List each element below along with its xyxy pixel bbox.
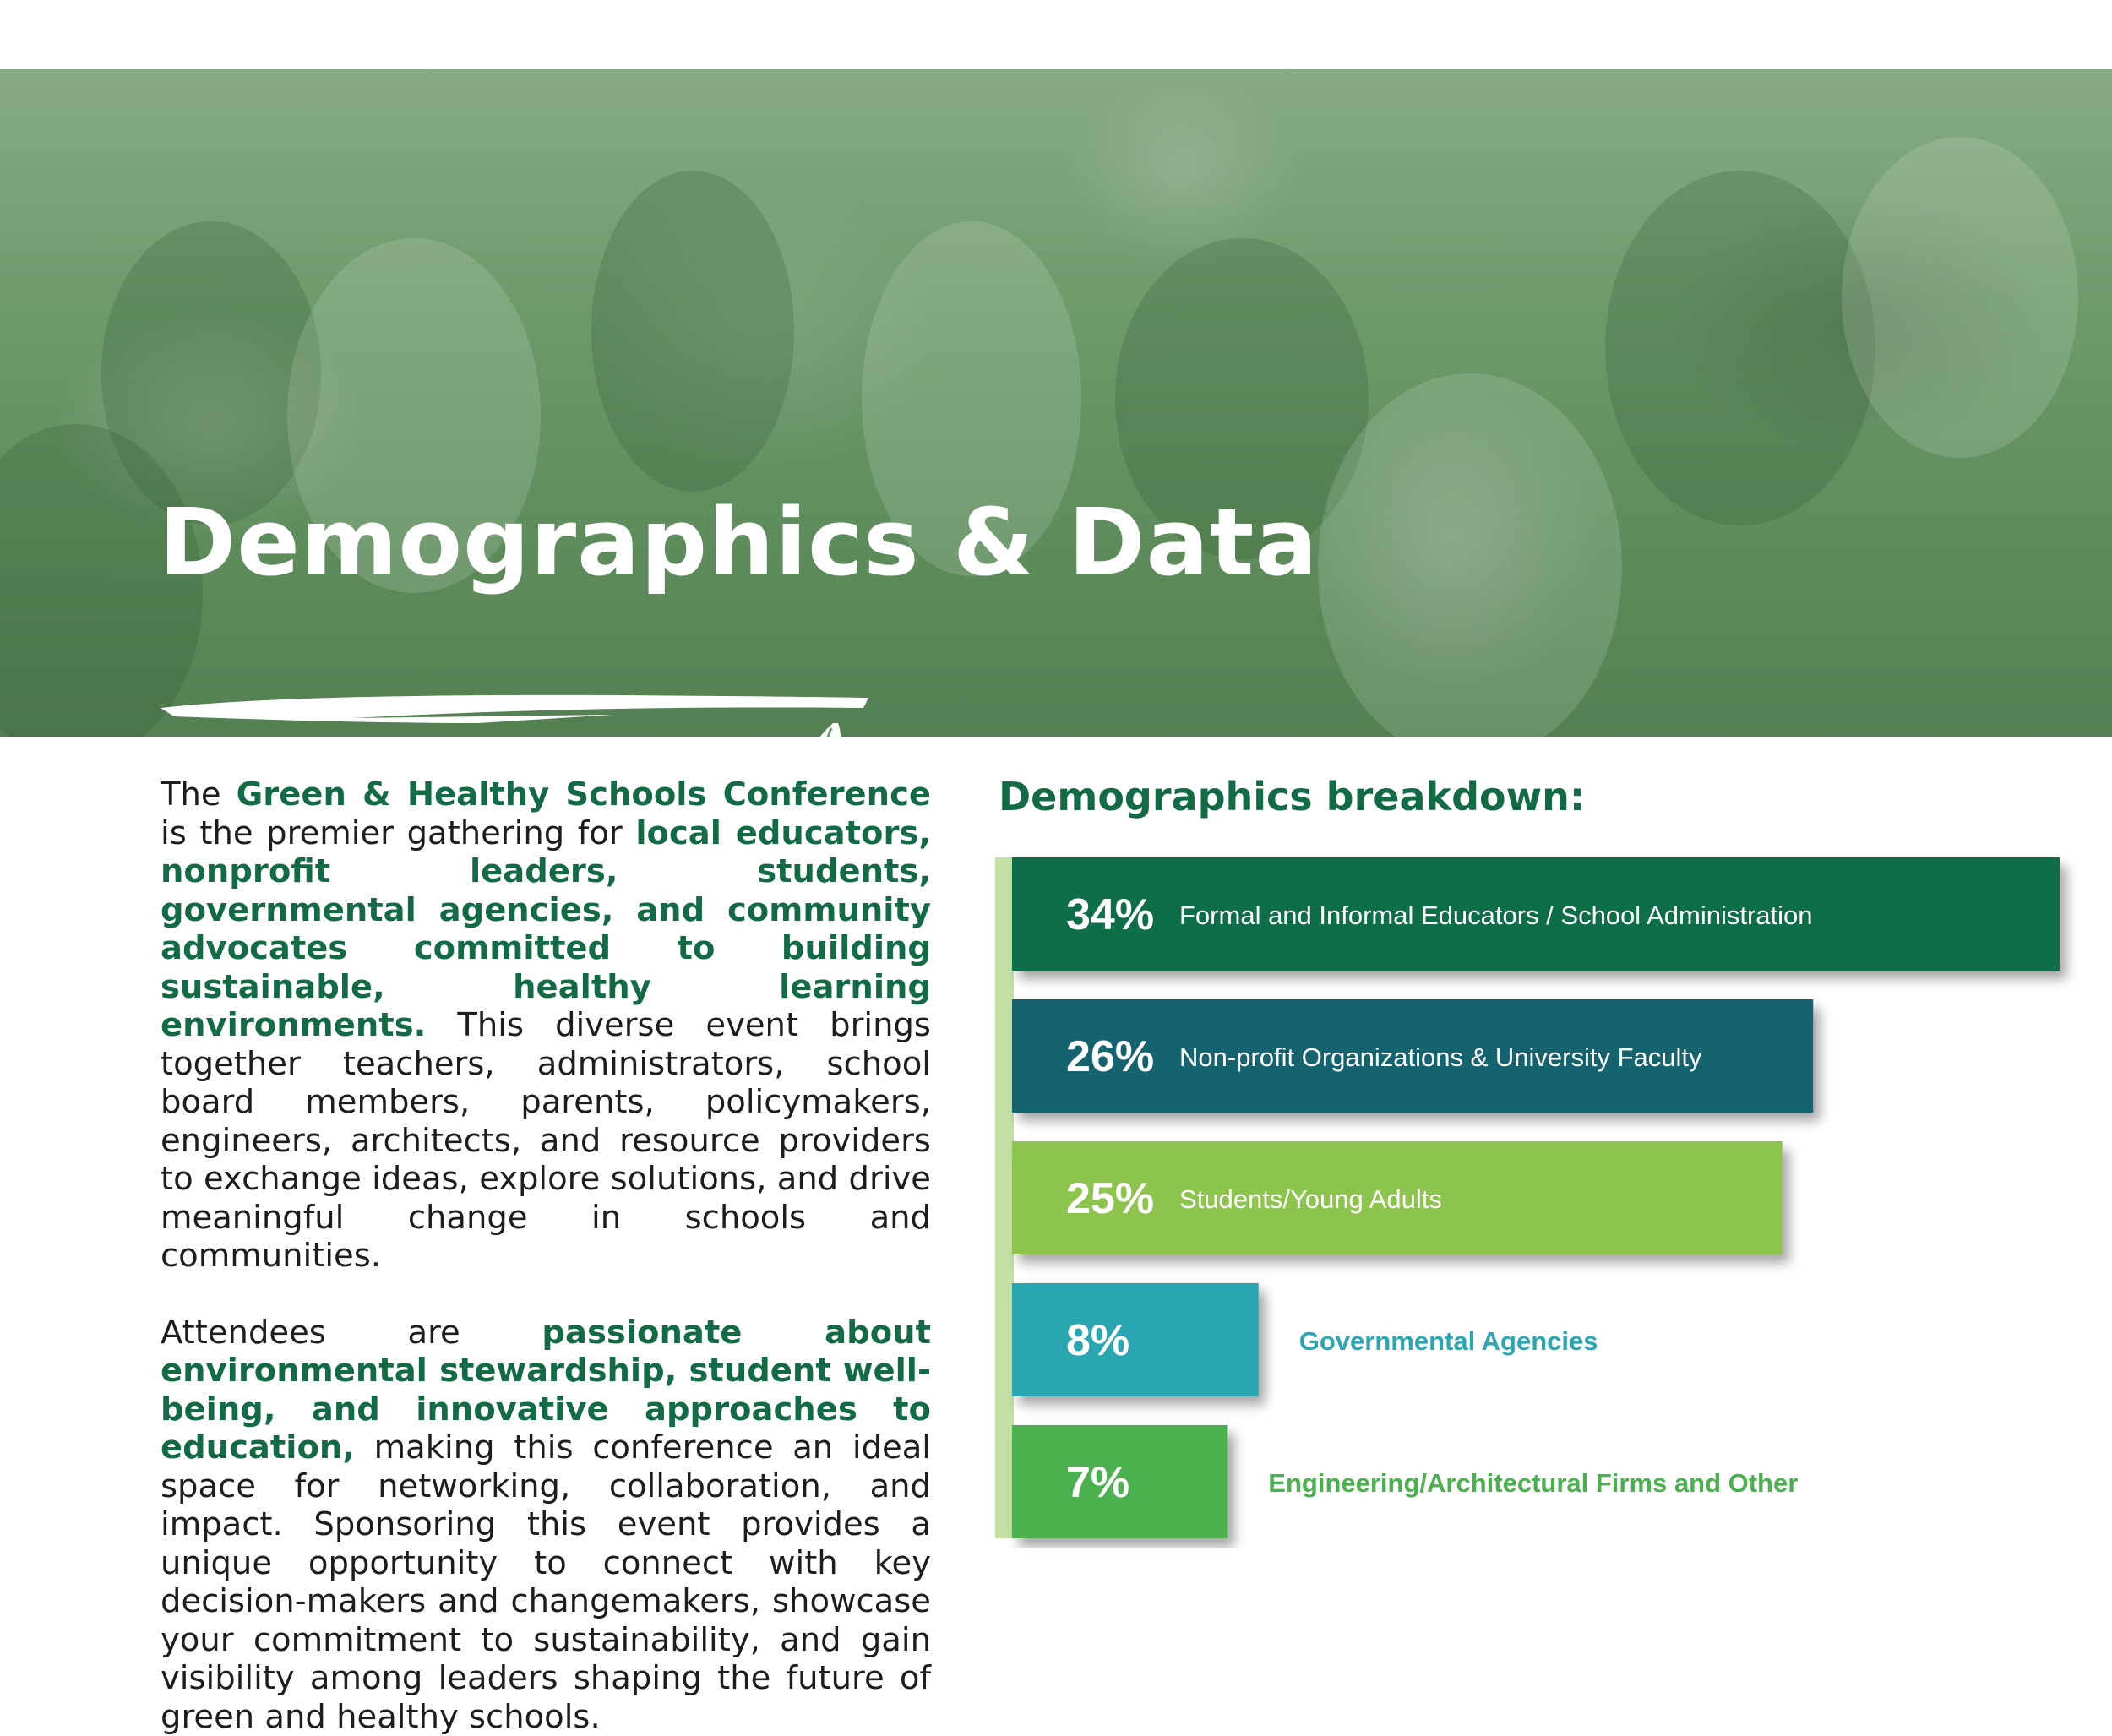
bar-category-label: Governmental Agencies	[1299, 1326, 1598, 1356]
brush-underline-leaf-icon	[157, 686, 884, 737]
body-text: The	[161, 775, 237, 814]
bar-value-label: 34%	[1066, 890, 1154, 939]
bar-value-label: 26%	[1066, 1032, 1154, 1081]
bar-group	[1012, 1283, 1598, 1396]
body-text: making this conference an ideal space for networking, collaboration, and impact. Sponsoring this event provides a unique opportunity to connect with key decision-makers and changemakers, showcase your commitment to sustainability, and gain visibility among leaders shaping the future of green and healthy schools.	[161, 1429, 931, 1736]
body-text: Attendees are	[161, 1314, 542, 1352]
photo-crowd-shape	[1842, 137, 2078, 458]
body-text: This diverse event brings together teachers, administrators, school board members, parents, policymakers, engineers, architects, and resource providers to exchange ideas, explore solutions, and drive meaningful change in schools and communities.	[161, 1006, 931, 1275]
bar-group	[1012, 1425, 1798, 1538]
chart-title: Demographics breakdown:	[999, 777, 1585, 816]
intro-paragraph-1	[161, 775, 931, 1276]
highlighted-text: local educators, nonprofit leaders, students, governmental agencies, and community advocates committed to building sustainable, healthy learning environments.	[161, 814, 931, 1045]
page-title: Demographics & Data	[159, 496, 1319, 589]
photo-crowd-shape	[591, 171, 794, 492]
bar-category-label: Engineering/Architectural Firms and Other	[1268, 1468, 1798, 1498]
chart-axis-strip	[995, 857, 1014, 1538]
bar-value-label: 25%	[1066, 1174, 1154, 1223]
bar-group	[1012, 1141, 1783, 1254]
intro-text	[161, 775, 931, 1736]
photo-crowd-shape	[1318, 373, 1622, 737]
bar-category-label: Formal and Informal Educators / School Administration	[1179, 901, 1813, 930]
highlighted-text: passionate about environmental stewardship, student well-being, and innovative approaches to education,	[161, 1314, 931, 1467]
demographics-bar-chart	[995, 856, 2077, 1548]
bar-category-label: Students/Young Adults	[1179, 1184, 1442, 1214]
bar-value-label: 7%	[1066, 1458, 1129, 1507]
bar-category-label: Non-profit Organizations & University Faculty	[1179, 1042, 1702, 1072]
bar-group	[1012, 999, 1813, 1113]
hero-photo-banner	[0, 69, 2112, 737]
photo-crowd-shape	[1605, 171, 1875, 525]
body-text: is the premier gathering for	[161, 814, 635, 852]
bar-value-label: 8%	[1066, 1316, 1129, 1365]
bar-group	[1012, 857, 2060, 971]
intro-paragraph-2	[161, 1314, 931, 1736]
bar	[1012, 1283, 1259, 1396]
highlighted-text: Green & Healthy Schools Conference	[237, 775, 931, 814]
